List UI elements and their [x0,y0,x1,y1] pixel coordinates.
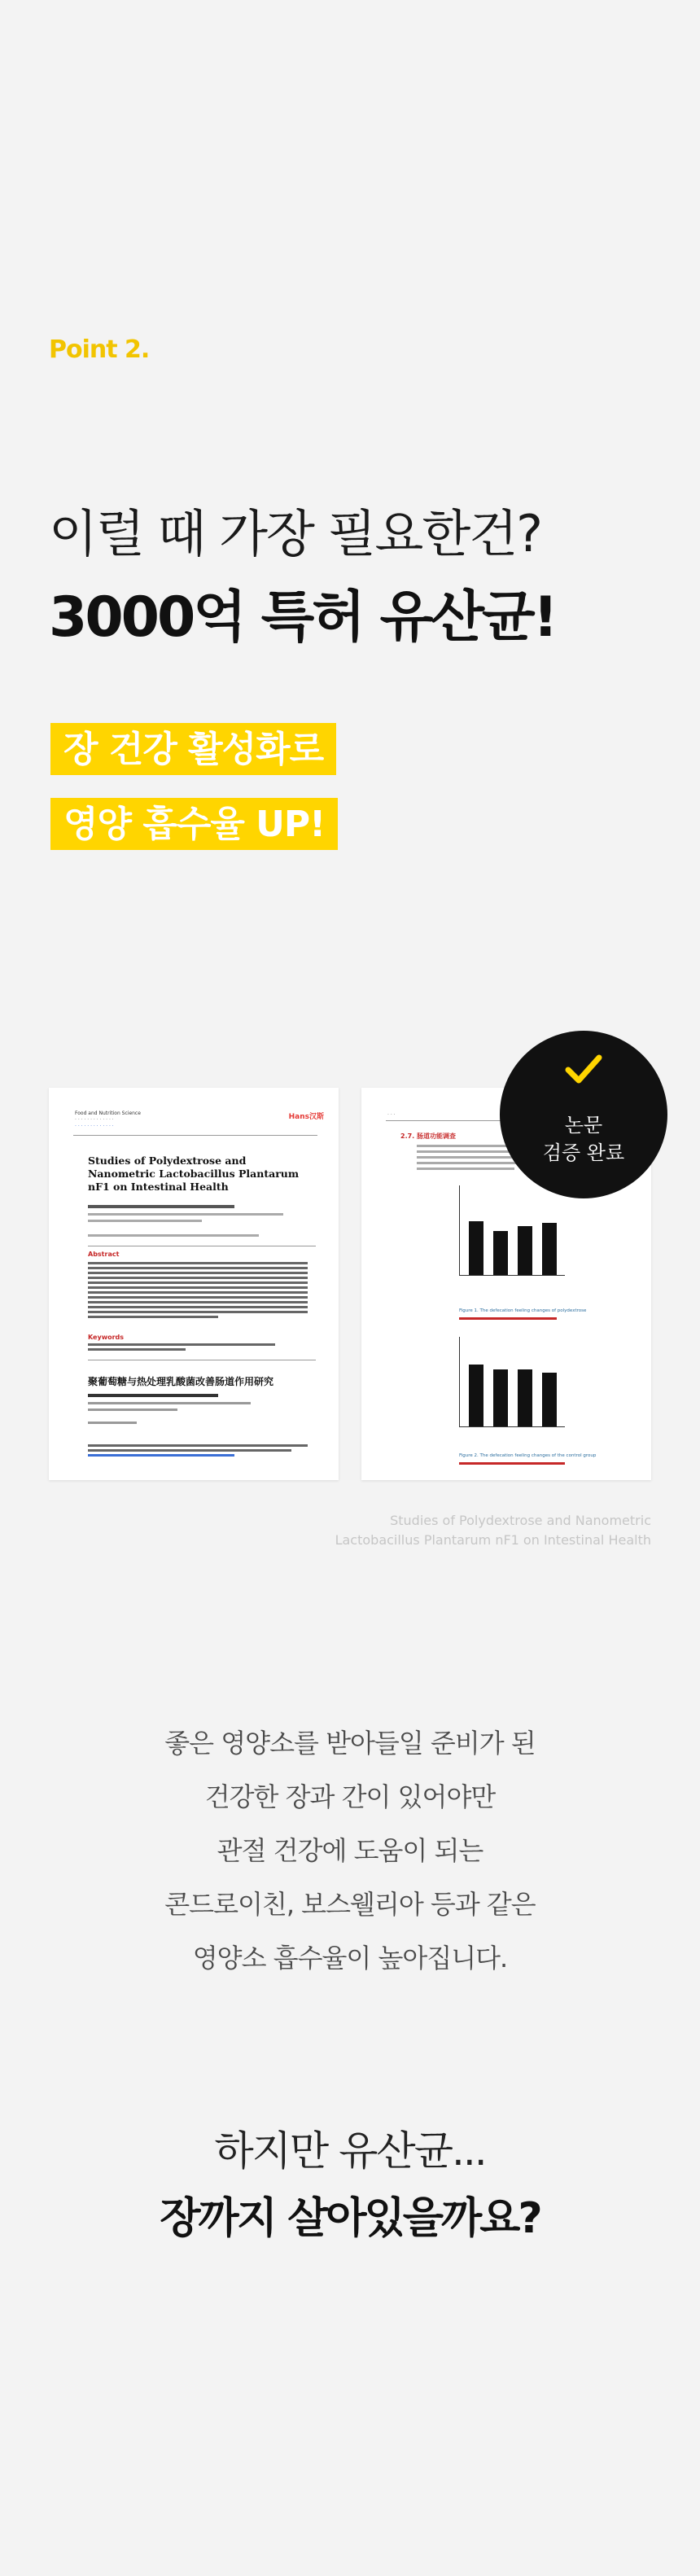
caption-line-2: Lactobacillus Plantarum nF1 on Intestinal Health [335,1532,651,1548]
keywords-label: Keywords [88,1334,125,1341]
body-line: 건강한 장과 간이 있어야만 [204,1781,496,1812]
verified-badge [500,1031,667,1198]
headline-question: 이럴 때 가장 필요한건? [49,504,542,563]
body-line: 영양소 흡수율이 높아집니다. [192,1943,508,1974]
figure-1-chart [459,1185,565,1291]
highlight-line-2: 영양 흡수율 UP! [50,798,338,850]
question-line-1: 하지만 유산균... [214,2127,486,2175]
paper-page-2: · · · 2.7. 肠道功能调查 Figure 1. The defecation feeling changes of polydextrose Figure 2. The defecation feeling changes of the control group [361,1088,651,1480]
check-icon [565,1054,602,1086]
figure-2-chart [459,1337,565,1443]
caption-line-1: Studies of Polydextrose and Nanometric [390,1513,651,1528]
body-paragraph [0,1716,700,1985]
point-label: Point 2. [49,335,150,364]
abstract-text-block [88,1262,308,1318]
figure-2-caption: Figure 2. The defecation feeling changes of the control group [459,1453,597,1458]
paper-page-1: Food and Nutrition Science · · · · · · · · · · · · · · · · · · · · · · · · · · Hans汉斯 Studies of Polydextrose and Nanometric Lactobacillus Plantarum nF1 on Intestinal Health Abstract Keywords 聚葡萄糖与热处理乳酸菌改善肠道作用研究 [49,1088,339,1480]
body-line: 관절 건강에 도움이 되는 [217,1835,483,1866]
body-line: 콘드로이친, 보스웰리아 등과 같은 [164,1889,536,1920]
headline-title: 3000억 특허 유산균! [49,585,556,650]
paper-journal: Food and Nutrition Science [75,1111,141,1116]
question-line-2: 장까지 살아있을까요? [160,2194,540,2243]
section-heading: 2.7. 肠道功能调查 [400,1132,456,1140]
badge-line-1: 논문 [564,1114,603,1137]
chinese-title: 聚葡萄糖与热处理乳酸菌改善肠道作用研究 [88,1376,274,1387]
highlight-line-1: 장 건강 활성화로 [50,723,336,775]
paper-title: Studies of Polydextrose and Nanometric Lactobacillus Plantarum nF1 on Intestinal Health [88,1154,300,1193]
badge-line-2: 검증 완료 [542,1141,625,1164]
journal-logo: Hans汉斯 [288,1113,324,1121]
body-line: 좋은 영양소를 받아들일 준비가 된 [164,1728,536,1759]
paper-caption [335,1511,651,1550]
figure-1-caption: Figure 1. The defecation feeling changes of polydextrose [459,1308,587,1313]
abstract-label: Abstract [88,1251,120,1258]
